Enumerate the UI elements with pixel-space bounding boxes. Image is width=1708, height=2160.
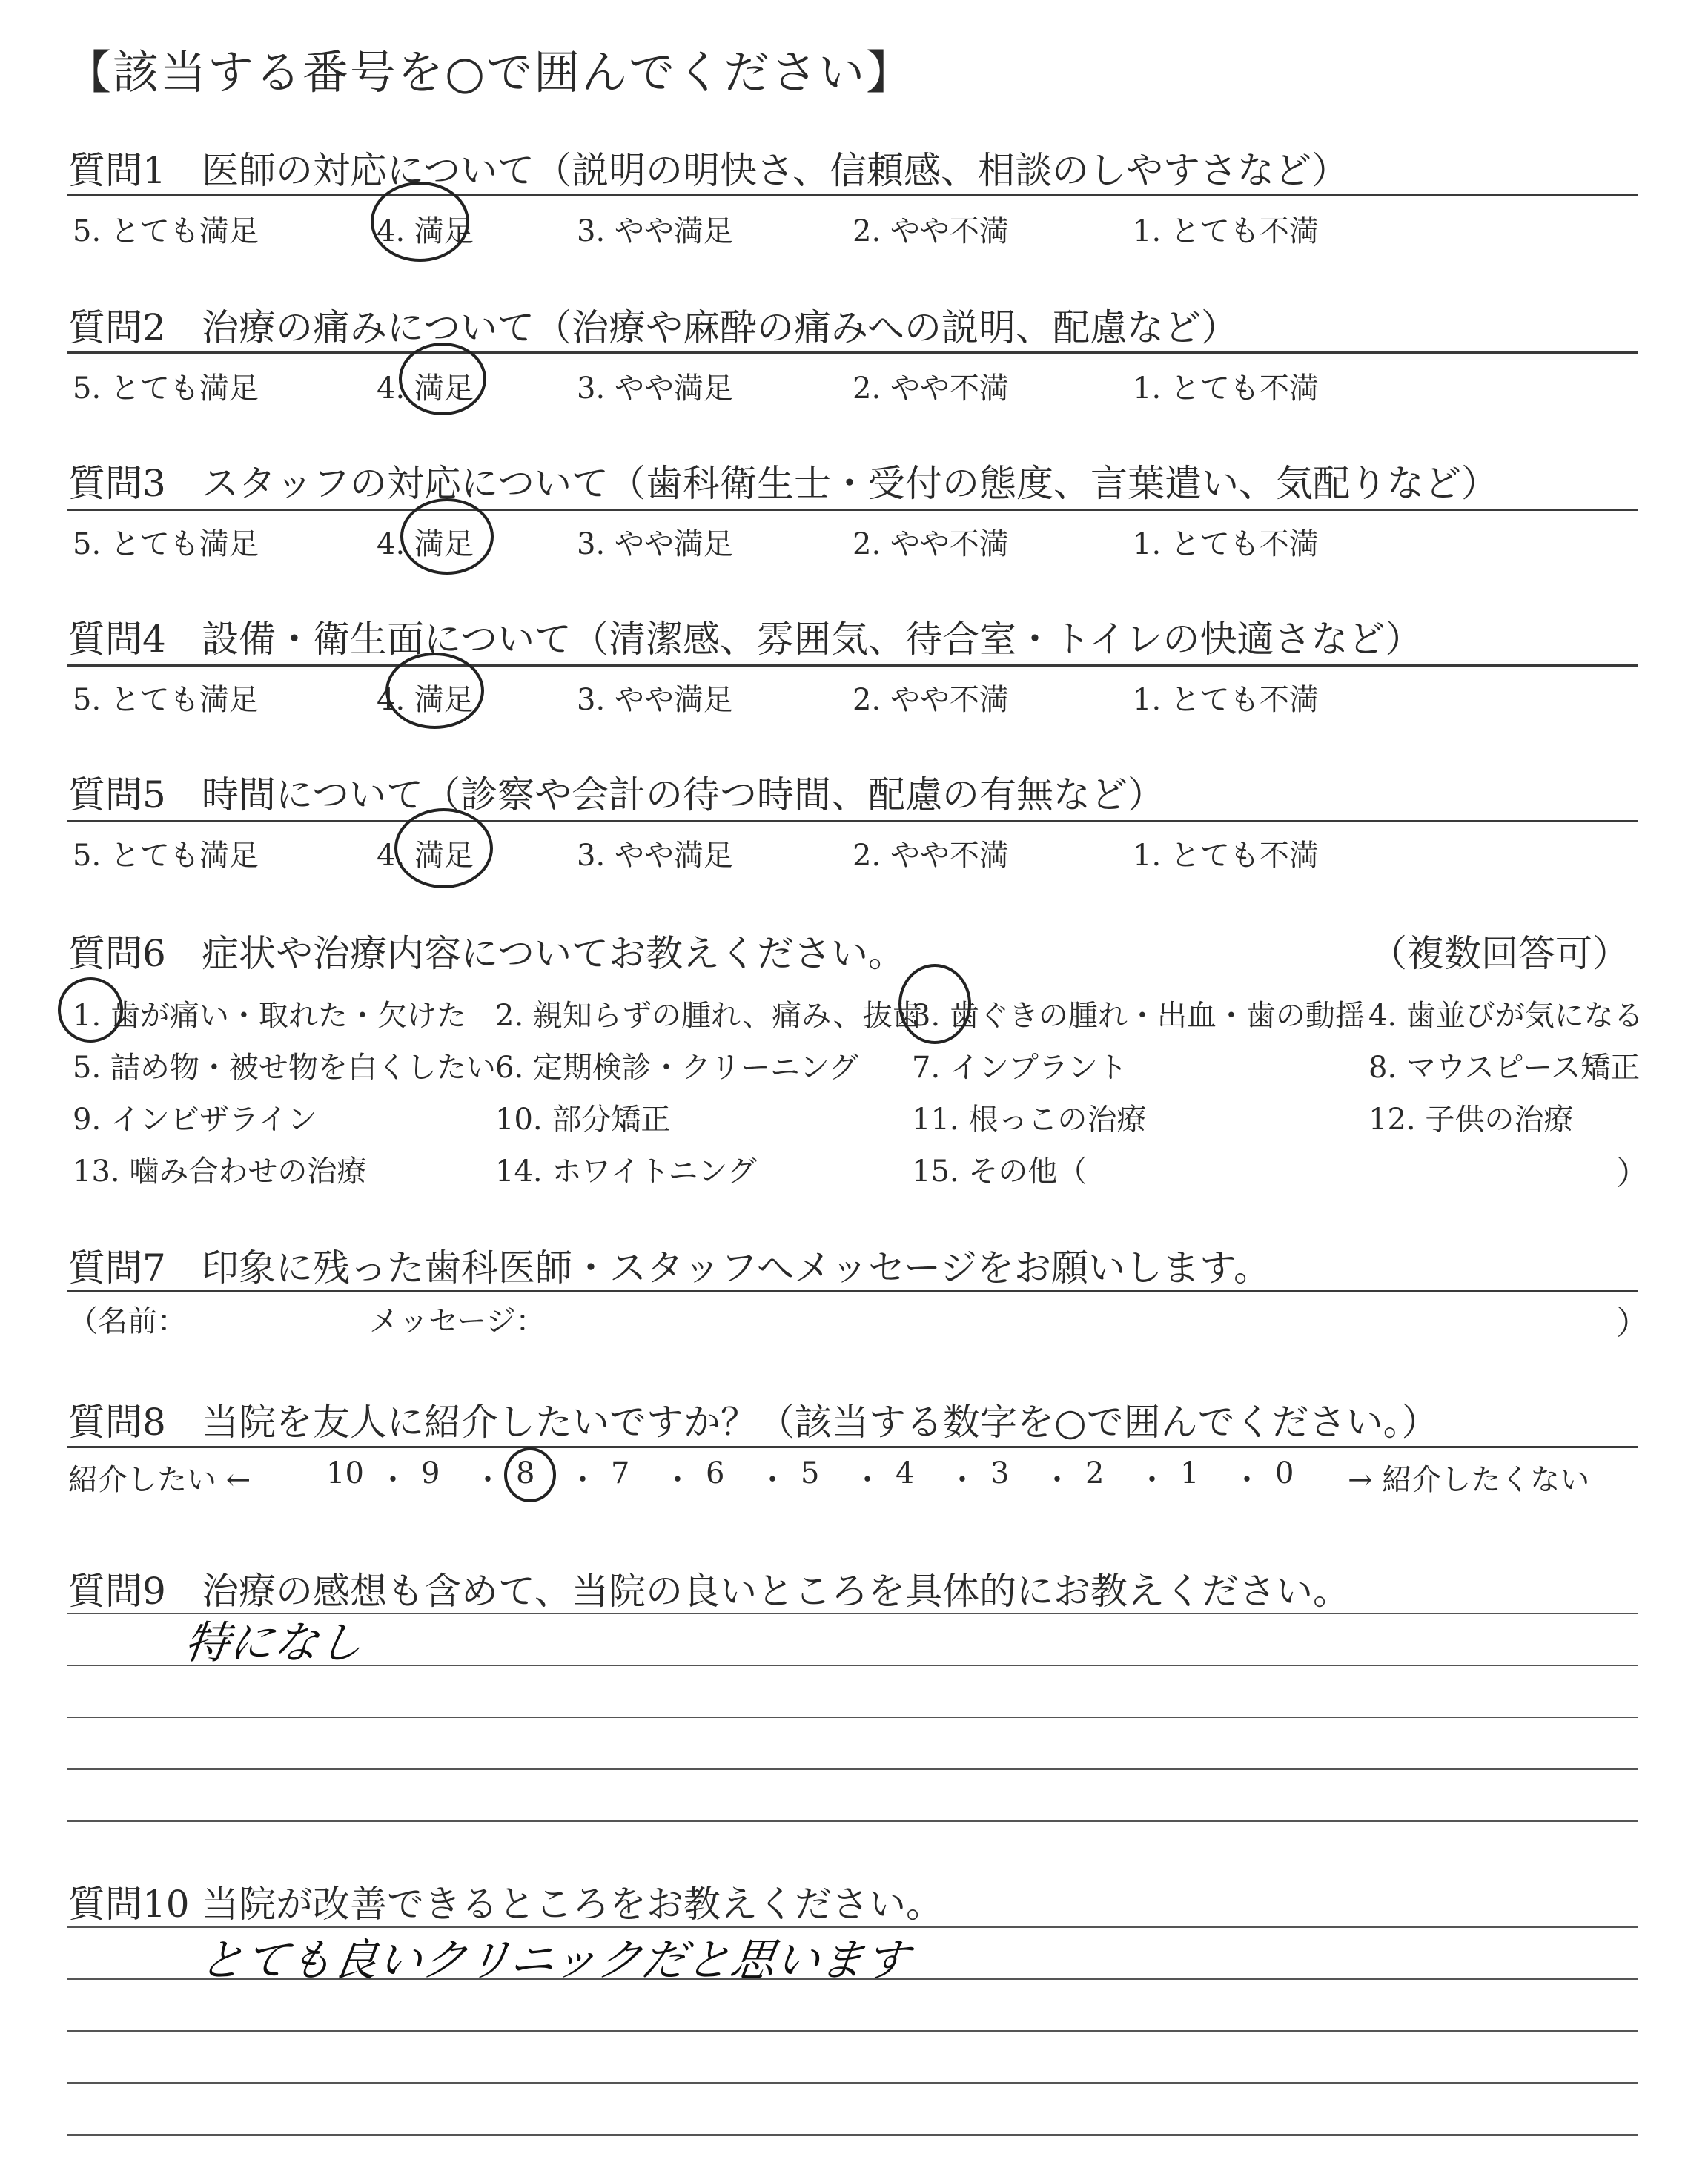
q7-rule	[67, 1290, 1638, 1292]
q9-handwritten-answer[interactable]: 特になし	[181, 1617, 367, 1669]
q3-option-1[interactable]: 1. とても不満	[1133, 527, 1319, 561]
q1-text: 医師の対応について（説明の明快さ、信頼感、相談のしやすさなど）	[202, 149, 1348, 192]
q3-text: スタッフの対応について（歯科衛生士・受付の態度、言葉遣い、気配りなど）	[202, 462, 1498, 505]
q10-line-5	[67, 2134, 1638, 2136]
q5-option-3[interactable]: 3. やや満足	[577, 839, 733, 873]
q5-answer-circle	[394, 808, 493, 888]
q1-rule	[67, 194, 1638, 196]
q8-scale-separator: ・	[947, 1463, 977, 1497]
q6-other-close-paren: ）	[1616, 1155, 1649, 1192]
q8-scale-separator: ・	[663, 1463, 692, 1497]
q3-answer-circle	[400, 498, 494, 575]
q6-item-14[interactable]: 14. ホワイトニング	[495, 1155, 757, 1189]
q6-item-3[interactable]: 3. 歯ぐきの腫れ・出血・歯の動揺	[912, 999, 1365, 1033]
q6-item-2[interactable]: 2. 親知らずの腫れ、痛み、抜歯	[495, 999, 922, 1033]
q4-option-2[interactable]: 2. やや不満	[853, 683, 1009, 717]
q8-right-label: → 紹介したくない	[1348, 1463, 1590, 1497]
q8-scale-4[interactable]: 4	[896, 1456, 915, 1490]
q6-text: 症状や治療内容についてお教えください。	[202, 932, 905, 975]
q6-item-9[interactable]: 9. インビザライン	[73, 1103, 317, 1137]
q1-option-4[interactable]: 4. 満足	[377, 214, 474, 248]
q6-item-5[interactable]: 5. 詰め物・被せ物を白くしたい	[73, 1051, 496, 1085]
q7-message-label: メッセージ：	[369, 1304, 546, 1338]
q8-scale-8[interactable]: 8	[516, 1456, 535, 1490]
q1-option-2[interactable]: 2. やや不満	[853, 214, 1009, 248]
page-title: 【該当する番号を○で囲んでください】	[65, 45, 914, 99]
q8-scale-5[interactable]: 5	[801, 1456, 820, 1490]
q8-scale-separator: ・	[1042, 1463, 1072, 1497]
q4-option-4[interactable]: 4. 満足	[377, 683, 474, 717]
q5-option-5[interactable]: 5. とても満足	[73, 839, 259, 873]
q5-option-2[interactable]: 2. やや不満	[853, 839, 1009, 873]
q8-left-label: 紹介したい ←	[68, 1463, 251, 1497]
q5-option-4[interactable]: 4. 満足	[377, 839, 474, 873]
q6-label: 質問6	[68, 932, 166, 975]
q2-option-5[interactable]: 5. とても満足	[73, 371, 259, 406]
q7-label: 質問7	[68, 1246, 166, 1289]
q4-text: 設備・衛生面について（清潔感、雰囲気、待合室・トイレの快適さなど）	[202, 618, 1423, 661]
q3-label: 質問3	[68, 462, 166, 505]
q6-item-3-circle	[898, 964, 971, 1044]
q10-label: 質問10	[68, 1883, 190, 1926]
q4-option-5[interactable]: 5. とても満足	[73, 683, 259, 717]
q9-line-4	[67, 1768, 1638, 1770]
q9-label: 質問9	[68, 1570, 166, 1613]
q3-rule	[67, 509, 1638, 511]
q8-scale-0[interactable]: 0	[1275, 1456, 1294, 1490]
q2-answer-circle	[399, 343, 486, 415]
q6-item-10[interactable]: 10. 部分矯正	[495, 1103, 671, 1137]
q4-option-1[interactable]: 1. とても不満	[1133, 683, 1319, 717]
q2-rule	[67, 351, 1638, 354]
q6-item-7[interactable]: 7. インプラント	[912, 1051, 1128, 1085]
q6-item-15[interactable]: 15. その他（	[912, 1155, 1088, 1189]
q3-option-4[interactable]: 4. 満足	[377, 527, 474, 561]
q6-item-1-circle	[58, 977, 123, 1043]
q10-line-4	[67, 2082, 1638, 2084]
q10-text: 当院が改善できるところをお教えください。	[202, 1883, 943, 1926]
q8-scale-separator: ・	[1232, 1463, 1262, 1497]
q2-option-2[interactable]: 2. やや不満	[853, 371, 1009, 406]
q4-rule	[67, 664, 1638, 667]
q8-scale-separator: ・	[473, 1463, 503, 1497]
q1-label: 質問1	[68, 149, 166, 192]
q8-scale-separator: ・	[853, 1463, 882, 1497]
q8-scale-separator: ・	[378, 1463, 408, 1497]
q2-text: 治療の痛みについて（治療や麻酔の痛みへの説明、配慮など）	[202, 306, 1238, 349]
q3-option-3[interactable]: 3. やや満足	[577, 527, 733, 561]
q10-handwritten-answer[interactable]: とても良いクリニックだと思います	[196, 1935, 913, 1986]
q4-answer-circle	[385, 653, 484, 729]
q9-text: 治療の感想も含めて、当院の良いところを具体的にお教えください。	[202, 1570, 1350, 1613]
q8-scale-separator: ・	[1137, 1463, 1167, 1497]
q4-option-3[interactable]: 3. やや満足	[577, 683, 733, 717]
q3-option-5[interactable]: 5. とても満足	[73, 527, 259, 561]
q4-label: 質問4	[68, 618, 166, 661]
q8-scale-10[interactable]: 10	[326, 1456, 364, 1490]
q9-line-5	[67, 1820, 1638, 1822]
q1-option-1[interactable]: 1. とても不満	[1133, 214, 1319, 248]
q5-text: 時間について（診察や会計の待つ時間、配慮の有無など）	[202, 773, 1165, 816]
q5-option-1[interactable]: 1. とても不満	[1133, 839, 1319, 873]
q8-scale-6[interactable]: 6	[706, 1456, 725, 1490]
q6-note: （複数回答可）	[1370, 932, 1629, 975]
q5-label: 質問5	[68, 773, 166, 816]
q6-item-13[interactable]: 13. 噛み合わせの治療	[73, 1155, 367, 1189]
q2-option-4[interactable]: 4. 満足	[377, 371, 474, 406]
q6-item-6[interactable]: 6. 定期検診・クリーニング	[495, 1051, 859, 1085]
q1-answer-circle	[371, 182, 469, 262]
q3-option-2[interactable]: 2. やや不満	[853, 527, 1009, 561]
q8-scale-1[interactable]: 1	[1180, 1456, 1199, 1490]
q7-name-label: （名前：	[68, 1304, 187, 1338]
q10-line-3	[67, 2030, 1638, 2032]
q6-item-4[interactable]: 4. 歯並びが気になる	[1368, 999, 1644, 1033]
q2-label: 質問2	[68, 306, 166, 349]
q6-item-11[interactable]: 11. 根っこの治療	[912, 1103, 1147, 1137]
q8-label: 質問8	[68, 1401, 166, 1444]
q8-scale-3[interactable]: 3	[990, 1456, 1010, 1490]
q1-option-5[interactable]: 5. とても満足	[73, 214, 259, 248]
q8-scale-9[interactable]: 9	[421, 1456, 440, 1490]
q7-text: 印象に残った歯科医師・スタッフへメッセージをお願いします。	[202, 1246, 1271, 1289]
q7-close-paren: ）	[1616, 1304, 1649, 1342]
q2-option-1[interactable]: 1. とても不満	[1133, 371, 1319, 406]
q8-scale-separator: ・	[758, 1463, 787, 1497]
q6-item-8[interactable]: 8. マウスピース矯正	[1368, 1051, 1641, 1085]
q6-item-12[interactable]: 12. 子供の治療	[1368, 1103, 1574, 1137]
q2-option-3[interactable]: 3. やや満足	[577, 371, 733, 406]
q8-scale-2[interactable]: 2	[1085, 1456, 1105, 1490]
q8-text: 当院を友人に紹介したいですか？（該当する数字を○で囲んでください。）	[202, 1401, 1439, 1444]
q8-rule	[67, 1446, 1638, 1448]
q8-scale-separator: ・	[568, 1463, 598, 1497]
q6-item-1[interactable]: 1. 歯が痛い・取れた・欠けた	[73, 999, 466, 1033]
q5-rule	[67, 820, 1638, 822]
q1-option-3[interactable]: 3. やや満足	[577, 214, 733, 248]
q9-line-3	[67, 1717, 1638, 1718]
q8-scale-7[interactable]: 7	[611, 1456, 630, 1490]
q8-answer-circle	[504, 1447, 556, 1502]
